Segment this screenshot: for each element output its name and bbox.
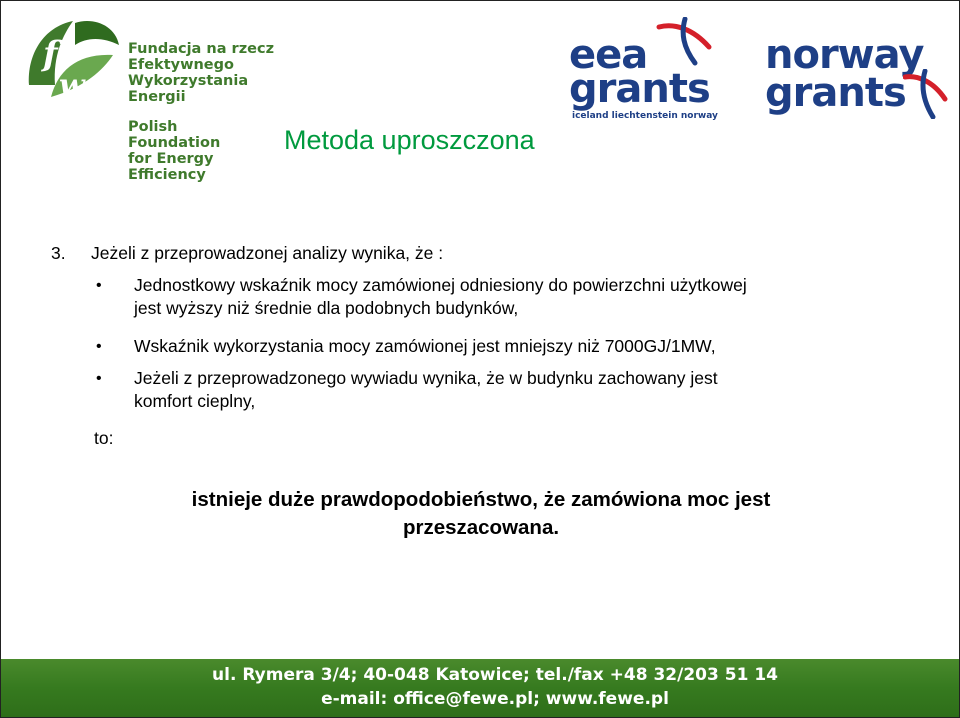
svg-text:fe: fe (43, 34, 80, 74)
norway-cross-mark-icon (903, 69, 948, 119)
norway-logo-line1: norway (765, 32, 924, 78)
bullet-icon: • (96, 338, 102, 355)
fewe-name-en (128, 119, 220, 183)
footer-contact: e-mail: office@fewe.pl; www.fewe.pl (321, 689, 669, 709)
fewe-name-pl (128, 41, 274, 105)
norway-logo-line2: grants (765, 70, 906, 116)
list-item-line: komfort cieplny, (134, 391, 256, 411)
fewe-name-pl-line: Efektywnego (128, 57, 234, 73)
intro-number: 3. (51, 243, 66, 263)
fewe-logo-mark (23, 15, 123, 105)
fewe-name-en-line: Foundation (128, 135, 221, 151)
fewe-name-pl-line: Wykorzystania (128, 73, 249, 89)
eea-logo-line1: eea (569, 32, 648, 78)
eea-cross-mark-icon (655, 17, 713, 67)
intro-text: Jeżeli z przeprowadzonej analizy wynika, że : (91, 243, 444, 263)
list-item (134, 274, 747, 320)
list-item-line: Jednostkowy wskaźnik mocy zamówionej odniesiony do powierzchni użytkowej (134, 275, 747, 295)
conclusion-line: istnieje duże prawdopodobieństwo, że zamówiona moc jest (191, 488, 771, 511)
fewe-name-en-line: Polish (128, 119, 178, 135)
list-item-line: jest wyższy niż średnie dla podobnych budynków, (134, 298, 519, 318)
intro-line (51, 243, 443, 264)
bullet-icon: • (96, 370, 102, 387)
fewe-name-pl-line: Fundacja na rzecz (128, 41, 275, 57)
footer-bar (1, 659, 959, 717)
footer-address: ul. Rymera 3/4; 40-048 Katowice; tel./fax +48 32/203 51 14 (212, 665, 778, 685)
eea-logo-line2: grants (569, 66, 710, 112)
conclusion (1, 486, 960, 542)
list-item-line: Jeżeli z przeprowadzonego wywiadu wynika, że w budynku zachowany jest (134, 368, 718, 388)
fewe-name-pl-line: Energii (128, 89, 186, 105)
fewe-name-en-line: Efficiency (128, 167, 206, 183)
eea-logo-subtitle: iceland liechtenstein norway (572, 111, 718, 121)
list-item (134, 335, 716, 358)
to-label: to: (94, 428, 114, 448)
fewe-name-en-line: for Energy (128, 151, 214, 167)
slide-title: Metoda uproszczona (284, 125, 535, 155)
list-item (134, 367, 718, 413)
bullet-icon: • (96, 277, 102, 294)
list-item-line: Wskaźnik wykorzystania mocy zamówionej jest mniejszy niż 7000GJ/1MW, (134, 336, 716, 356)
eea-grants-logo (569, 17, 719, 125)
svg-text:we: we (59, 68, 104, 103)
conclusion-line: przeszacowana. (402, 516, 560, 539)
norway-grants-logo (765, 29, 950, 119)
